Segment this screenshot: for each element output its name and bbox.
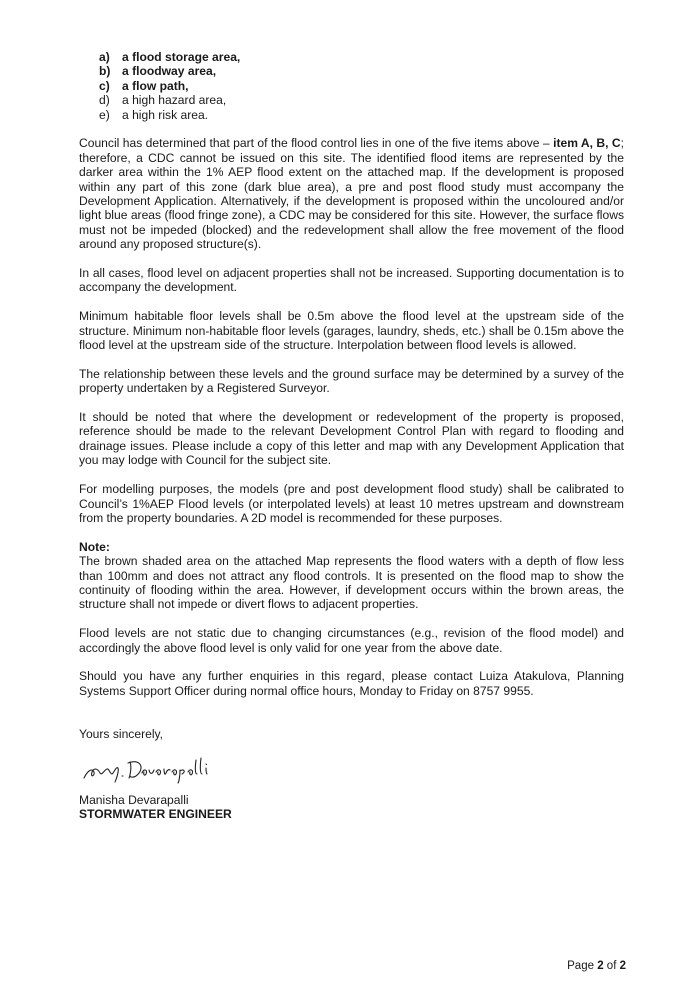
list-item-text: a high risk area. (122, 107, 209, 122)
list-item (99, 93, 624, 107)
note-heading: Note: (79, 539, 110, 554)
handwritten-signature (80, 752, 215, 784)
list-item-text: a high hazard area, (122, 93, 227, 108)
floor-levels-paragraph: Minimum habitable floor levels shall be 0.5m above the flood level at the upstream side of the structure. Minimum non-habitable floor levels (garages, laundry, sheds, etc.) shall be 0.15m above the flood level at the upstream side of the structure. Interpolation between flood levels is allowed. (79, 309, 624, 353)
flood-items-list (79, 50, 624, 122)
list-item-marker: a) (99, 50, 110, 64)
determination-text-pre: Council has determined that part of the flood control lies in one of the five items above – (79, 136, 554, 151)
list-item-marker: c) (99, 78, 110, 93)
list-item (99, 79, 624, 93)
noted-paragraph: It should be noted that where the development or redevelopment of the property is proposed, reference should be made to the relevant Development Control Plan with regard to flooding and drainage issues. Please include a copy of this letter and map with any Development Application that you may lodge with Council for the subject site. (79, 410, 624, 468)
current-page-number: 2 (597, 960, 604, 972)
note-paragraph: The brown shaded area on the attached Map represents the flood waters with a depth of flow less than 100mm and does not attract any flood controls. It is presented on the flood map to show the continuity of flooding within the area. However, if development occurs within the brown areas, the structure shall not impede or divert flows to adjacent properties. (79, 554, 624, 612)
list-item (99, 64, 624, 78)
determination-text-post: ; therefore, a CDC cannot be issued on this site. The identified flood items are represented by the darker area within the 1% AEP flood extent on the attached map. If the development is proposed within any part of this zone (dark blue area), a pre and post flood study must accompany the Development Application. Alternatively, if the development is proposed within the uncoloured and/or light blue areas (flood fringe zone), a CDC may be considered for this site. However, the surface flows must not be impeded (blocked) and the redevelopment shall allow the free movement of the flood around any proposed structure(s). (79, 136, 625, 252)
letter-body (79, 50, 624, 741)
all-cases-paragraph: In all cases, flood level on adjacent properties shall not be increased. Supporting documentation is to accompany the development. (79, 266, 624, 295)
flood-levels-paragraph: Flood levels are not static due to changing circumstances (e.g., revision of the flood model) and accordingly the above flood level is only valid for one year from the above date. (79, 626, 624, 655)
determination-items: item A, B, C (553, 136, 621, 151)
list-item (99, 50, 624, 64)
page-of-label: of (606, 960, 617, 972)
total-page-count: 2 (619, 960, 626, 972)
modelling-paragraph: For modelling purposes, the models (pre and post development flood study) shall be calibrated to Council’s 1%AEP Flood levels (or interpolated levels) at least 10 metres upstream and downstream from the property boundaries. A 2D model is recommended for these purposes. (79, 482, 624, 525)
list-item-text: a flood storage area, (122, 50, 241, 64)
list-item-text: a flow path, (122, 78, 189, 93)
signatory-block (79, 793, 232, 822)
enquiries-paragraph: Should you have any further enquiries in this regard, please contact Luiza Atakulova, Planning Systems Support Officer during normal office hours, Monday to Friday on 8757 9955. (79, 669, 624, 698)
determination-paragraph (79, 136, 624, 251)
page-number-footer (567, 959, 626, 973)
list-item-text: a floodway area, (122, 64, 217, 79)
closing-salutation: Yours sincerely, (79, 726, 164, 741)
signatory-name: Manisha Devarapalli (79, 793, 189, 807)
signature-stroke (128, 758, 207, 783)
list-item-marker: e) (99, 107, 110, 122)
page-label: Page (567, 960, 594, 972)
relationship-paragraph: The relationship between these levels and the ground surface may be determined by a survey of the property undertaken by a Registered Surveyor. (79, 366, 624, 396)
signatory-title: STORMWATER ENGINEER (79, 807, 232, 822)
list-item (99, 108, 624, 122)
list-item-marker: d) (99, 93, 110, 108)
signature-stroke (84, 768, 123, 782)
list-item-marker: b) (99, 64, 111, 79)
